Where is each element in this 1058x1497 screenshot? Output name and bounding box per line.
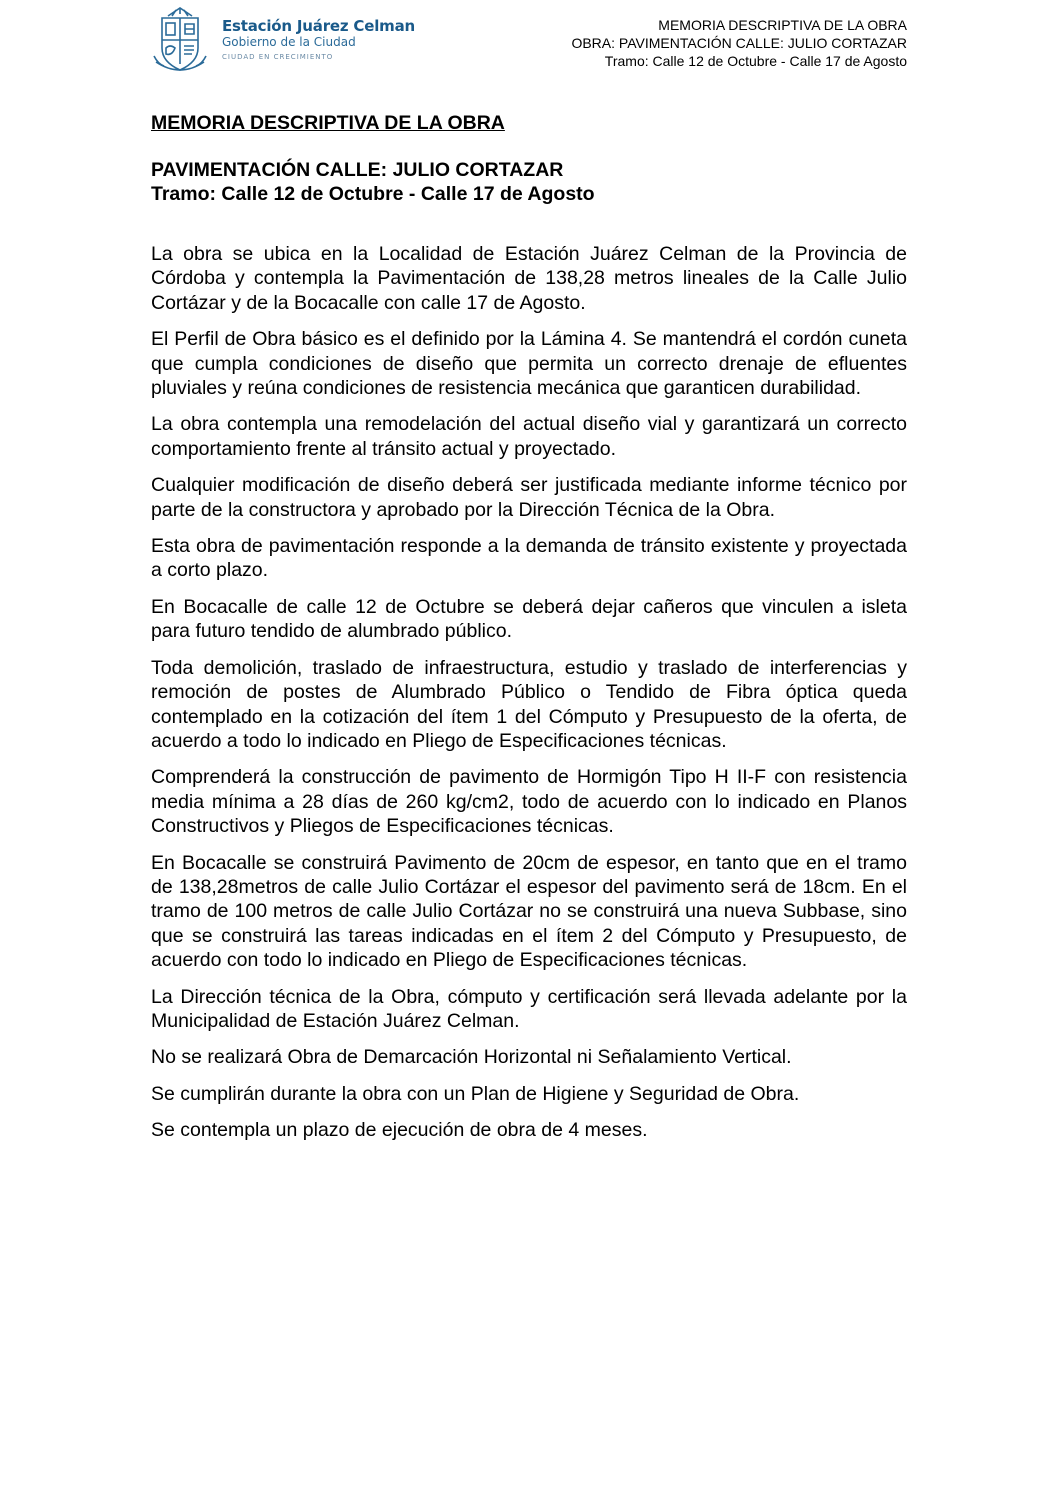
paragraph: Comprenderá la construcción de pavimento de Hormigón Tipo H II-F con resistencia media mínima a 28 días de 260 kg/cm2, todo de acuerdo con lo indicado en Planos Constructivos y Pliegos de Especificaciones técnicas. — [151, 766, 907, 838]
header-line-3: Tramo: Calle 12 de Octubre - Calle 17 de Agosto — [604, 53, 907, 69]
page-header — [0, 0, 1058, 90]
paragraph: En Bocacalle de calle 12 de Octubre se deberá dejar cañeros que vinculen a isleta para futuro tendido de alumbrado público. — [151, 595, 907, 643]
coat-of-arms-icon — [150, 4, 210, 76]
document-body — [151, 242, 907, 1155]
header-line-1: MEMORIA DESCRIPTIVA DE LA OBRA — [658, 17, 907, 33]
subtitle-work: PAVIMENTACIÓN CALLE: JULIO CORTAZAR — [151, 159, 564, 181]
paragraph: Esta obra de pavimentación responde a la demanda de tránsito existente y proyectada a corto plazo. — [151, 535, 907, 582]
municipality-logo — [150, 4, 415, 76]
paragraph: Cualquier modificación de diseño deberá ser justificada mediante informe técnico por parte de la constructora y aprobado por la Dirección Técnica de la Obra. — [151, 474, 907, 521]
header-info — [571, 16, 907, 70]
paragraph: Toda demolición, traslado de infraestructura, estudio y traslado de interferencias y remoción de postes de Alumbrado Público o Tendido de Fibra óptica queda contemplado en la cotización del ítem 1 del Cómputo y Presupuesto de la oferta, de acuerdo a todo lo indicado en Pliego de Especificaciones técnicas. — [151, 656, 907, 752]
paragraph: En Bocacalle se construirá Pavimento de 20cm de espesor, en tanto que en el tramo de 138,28metros de calle Julio Cortázar el espesor del pavimento será de 18cm. En el tramo de 100 metros de calle Julio Cortázar no se construirá una nueva Subbase, sino que se construirá las tareas indicadas en el ítem 2 del Cómputo y Presupuesto, de acuerdo con todo lo indicado en Pliego de Especificaciones técnicas. — [151, 851, 907, 972]
paragraph: El Perfil de Obra básico es el definido por la Lámina 4. Se mantendrá el cordón cuneta que cumpla condiciones de diseño que permita un correcto drenaje de efluentes pluviales y reúna condiciones de resistencia mecánica que garanticen durabilidad. — [151, 328, 907, 400]
subtitle-section: Tramo: Calle 12 de Octubre - Calle 17 de Agosto — [151, 183, 595, 205]
document-title: MEMORIA DESCRIPTIVA DE LA OBRA — [151, 112, 505, 134]
logo-title: Estación Juárez Celman — [222, 16, 415, 35]
logo-subtitle: Gobierno de la Ciudad — [222, 34, 356, 49]
header-line-2: OBRA: PAVIMENTACIÓN CALLE: JULIO CORTAZAR — [571, 35, 907, 51]
paragraph: La obra se ubica en la Localidad de Estación Juárez Celman de la Provincia de Córdoba y contempla la Pavimentación de 138,28 metros lineales de la Calle Julio Cortázar y de la Bocacalle con calle 17 de Agosto. — [151, 243, 907, 314]
logo-tagline: CIUDAD EN CRECIMIENTO — [222, 52, 334, 61]
paragraph: Se cumplirán durante la obra con un Plan de Higiene y Seguridad de Obra. — [151, 1082, 800, 1105]
paragraph: Se contempla un plazo de ejecución de obra de 4 meses. — [151, 1119, 648, 1142]
document-subtitle — [151, 158, 595, 206]
paragraph: La Dirección técnica de la Obra, cómputo y certificación será llevada adelante por la Municipalidad de Estación Juárez Celman. — [151, 985, 907, 1032]
paragraph: La obra contempla una remodelación del actual diseño vial y garantizará un correcto comportamiento frente al tránsito actual y proyectado. — [151, 413, 907, 460]
paragraph: No se realizará Obra de Demarcación Horizontal ni Señalamiento Vertical. — [151, 1046, 792, 1069]
